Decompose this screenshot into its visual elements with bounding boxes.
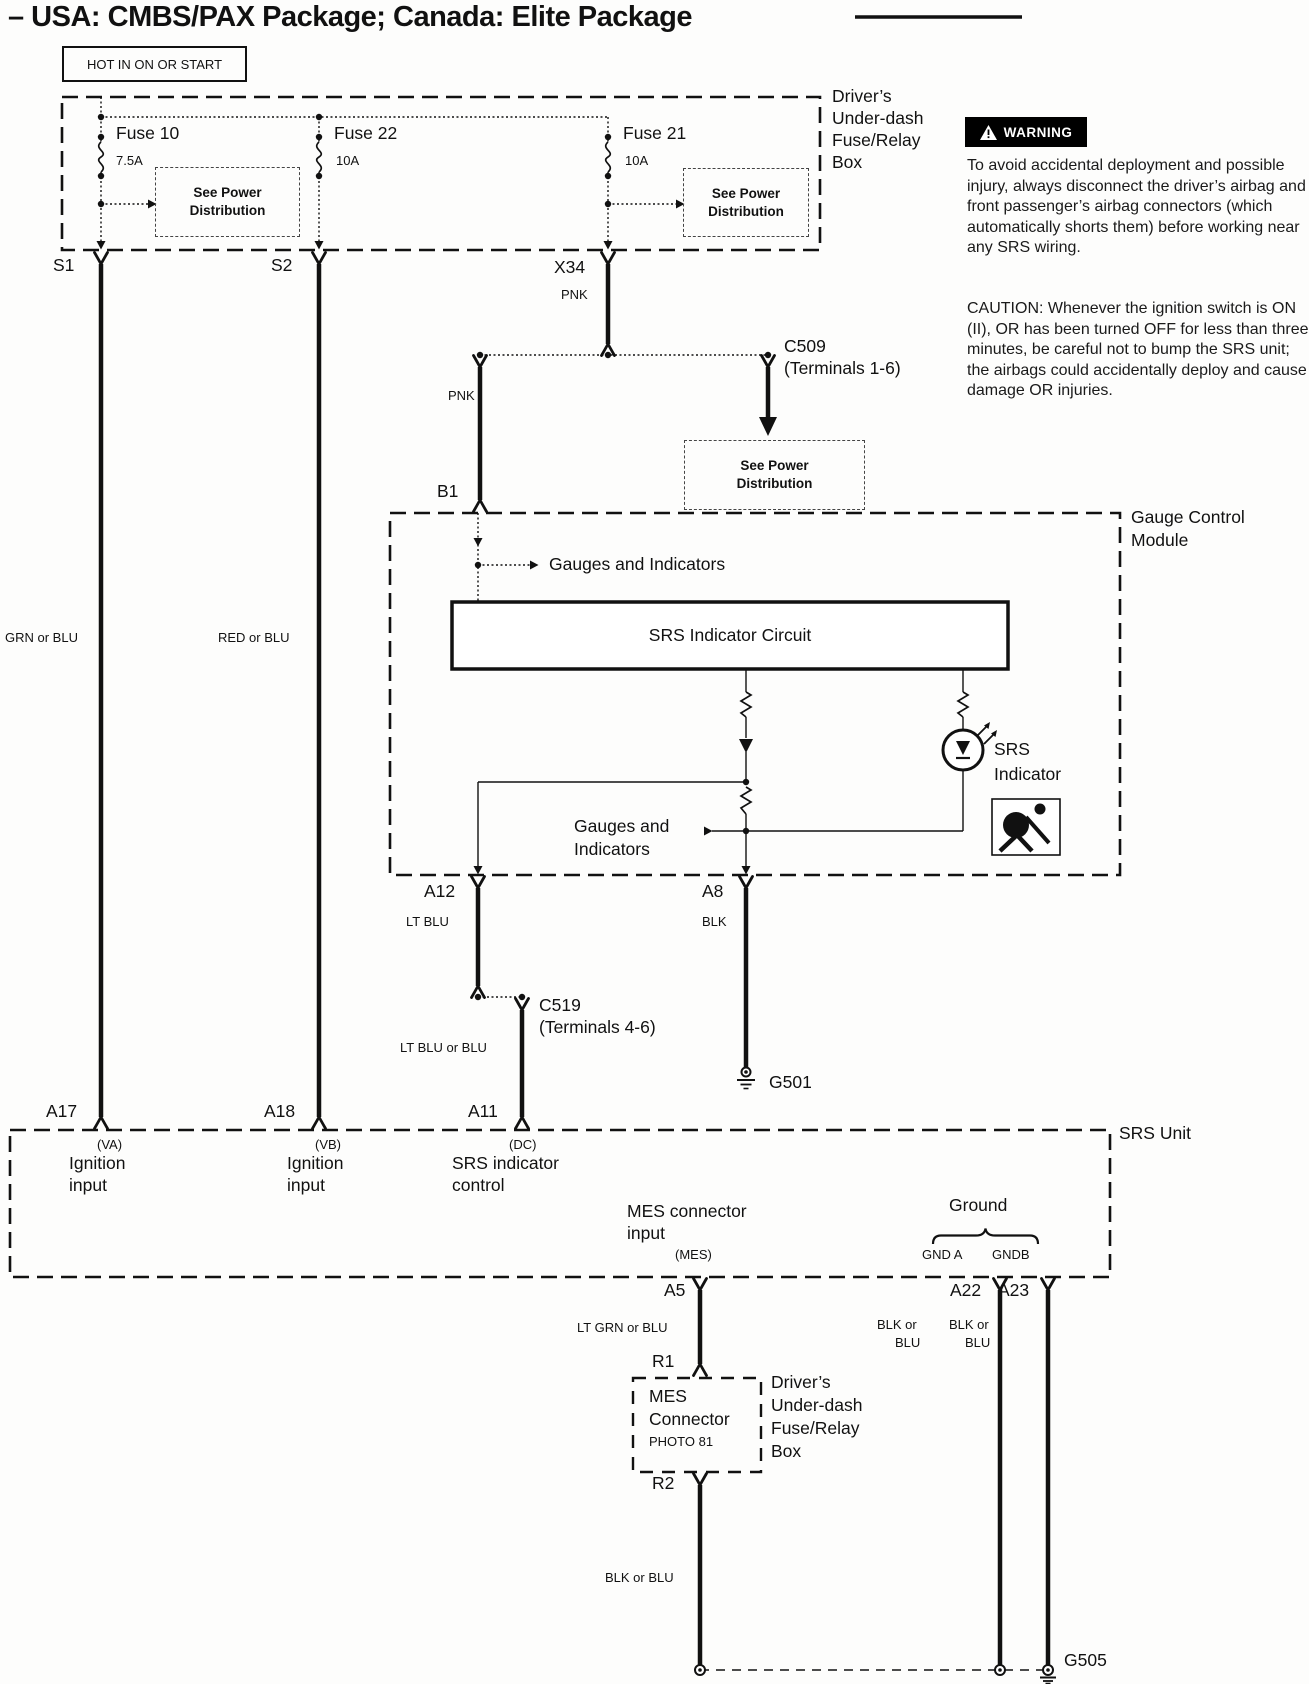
wire-color-a22-line2: BLU <box>895 1335 921 1350</box>
ground-g501: G501 <box>769 1072 812 1092</box>
pin-dc-desc-line2: control <box>452 1175 505 1195</box>
terminal-a12: A12 <box>424 881 456 901</box>
diode-symbol <box>739 739 753 753</box>
wire-color-pnk-x34: PNK <box>561 287 588 302</box>
terminal-b1: B1 <box>437 481 459 501</box>
a5-connector <box>694 1279 707 1291</box>
mes-box-name-line2: Under-dash <box>771 1395 863 1415</box>
terminal-r1: R1 <box>652 1351 675 1371</box>
a12-connector <box>472 877 485 889</box>
mes-box-name-line3: Fuse/Relay <box>771 1418 860 1438</box>
mes-connector-line3: PHOTO 81 <box>649 1434 714 1449</box>
component-boxes <box>10 97 1120 1472</box>
terminal-a5: A5 <box>664 1280 686 1300</box>
mes-input-label-line1: MES connector <box>627 1201 747 1221</box>
thin-wires-solid <box>478 669 963 866</box>
pin-code-mes: (MES) <box>675 1247 712 1262</box>
wire-color-pnk-b1: PNK <box>448 388 475 403</box>
srs-indicator-label-line1: SRS <box>994 739 1030 759</box>
terminal-a23: A23 <box>998 1280 1030 1300</box>
thick-wires <box>101 264 1048 1667</box>
a18-connector <box>313 1117 326 1129</box>
wire-color-lt-grn-or-blu: LT GRN or BLU <box>577 1320 668 1335</box>
pin-va-desc-line2: input <box>69 1175 107 1195</box>
terminal-a22: A22 <box>950 1280 982 1300</box>
srs-indicator-label-line2: Indicator <box>994 764 1062 784</box>
pin-vb-desc-line1: Ignition <box>287 1153 344 1173</box>
mes-box-name-line4: Box <box>771 1441 802 1461</box>
r2-connector <box>694 1474 707 1486</box>
led-indicator-icon <box>943 722 997 770</box>
b1-connector <box>474 500 487 512</box>
see-power-distribution-box-3: See Power Distribution <box>684 440 865 510</box>
srs-unit-label: SRS Unit <box>1119 1123 1191 1143</box>
mes-connector-line2: Connector <box>649 1409 730 1429</box>
a17-connector <box>95 1117 108 1129</box>
pin-gnd-b: GNDB <box>992 1247 1030 1262</box>
connector-c509: C509 <box>784 336 826 356</box>
terminal-a11: A11 <box>468 1101 498 1121</box>
fuse-22-label: Fuse 22 <box>334 123 398 143</box>
fuse-22-symbol <box>317 142 322 172</box>
r1-connector <box>694 1364 707 1376</box>
a8-connector <box>740 877 753 889</box>
c519-connector <box>516 999 529 1011</box>
wire-color-blk-or-blu: BLK or BLU <box>605 1570 674 1585</box>
connector-symbols <box>95 253 1055 1486</box>
fuse-21-rating: 10A <box>625 153 649 168</box>
wire-color-a23-line1: BLK or <box>949 1317 989 1332</box>
power-source-box <box>62 46 247 82</box>
wire-color-a23-line2: BLU <box>965 1335 991 1350</box>
arrowheads <box>97 200 778 875</box>
gauges-indicators-top: Gauges and Indicators <box>549 554 726 574</box>
x34-connector <box>602 253 615 265</box>
page-title: – USA: CMBS/PAX Package; Canada: Elite Package <box>8 1 692 33</box>
gauge-module-label-line2: Module <box>1131 530 1189 550</box>
gauge-module-label-line1: Gauge Control <box>1131 507 1245 527</box>
a11-connector <box>516 1117 529 1129</box>
resistor-symbols <box>741 692 968 814</box>
terminal-s1: S1 <box>53 255 75 275</box>
ground-g505: G505 <box>1064 1650 1107 1670</box>
mes-input-label-line2: input <box>627 1223 665 1243</box>
fuse-10-label: Fuse 10 <box>116 123 180 143</box>
fuse-21-symbol <box>606 142 611 172</box>
fuse-box-name-line1: Driver’s <box>832 86 892 106</box>
wire-color-blk: BLK <box>702 914 727 929</box>
see-power-distribution-box-2: See Power Distribution <box>683 168 809 237</box>
caution-paragraph: CAUTION: Whenever the ignition switch is ON (II), OR has been turned OFF for less than three minutes, be careful not to bump the SRS unit; the airbags could accidentally deploy and cause damage OR injuries. <box>967 300 1309 400</box>
warning-triangle-icon <box>980 125 997 140</box>
a23-connector <box>1042 1279 1055 1291</box>
terminal-a18: A18 <box>264 1101 296 1121</box>
fuse-box-name-line4: Box <box>832 152 863 172</box>
wire-color-lt-blu-or-blu: LT BLU or BLU <box>400 1040 487 1055</box>
see-power-distribution-box-1: See Power Distribution <box>155 167 300 237</box>
power-source-label: HOT IN ON OR START <box>86 56 223 72</box>
wire-color-grn-or-blu: GRN or BLU <box>5 630 78 645</box>
gauges-indicators-bottom-line1: Gauges and <box>574 816 670 836</box>
g501-ground-icon <box>737 1068 755 1089</box>
pin-code-vb: (VB) <box>315 1137 341 1152</box>
fuse-10-rating: 7.5A <box>116 153 143 168</box>
fuse-box-name-line3: Fuse/Relay <box>832 130 921 150</box>
wire-color-red-or-blu: RED or BLU <box>218 630 290 645</box>
terminal-r2: R2 <box>652 1473 675 1493</box>
terminal-s2: S2 <box>271 255 293 275</box>
airbag-icon <box>992 799 1060 855</box>
pin-code-dc: (DC) <box>509 1137 537 1152</box>
connector-c509-detail: (Terminals 1-6) <box>784 358 901 378</box>
srs-indicator-circuit-label: SRS Indicator Circuit <box>648 624 812 645</box>
pin-code-va: (VA) <box>97 1137 123 1152</box>
connector-c519: C519 <box>539 995 581 1015</box>
pin-dc-desc-line1: SRS indicator <box>452 1153 559 1173</box>
s2-connector <box>313 253 326 265</box>
g505-ground-bus <box>695 1665 1056 1684</box>
pin-va-desc-line1: Ignition <box>69 1153 126 1173</box>
terminal-a17: A17 <box>46 1101 78 1121</box>
ground-section-label: Ground <box>949 1195 1008 1215</box>
fuse-box-name-line2: Under-dash <box>832 108 924 128</box>
gauges-indicators-bottom-line2: Indicators <box>574 839 650 859</box>
connector-c519-detail: (Terminals 4-6) <box>539 1017 656 1037</box>
mes-box-name-line1: Driver’s <box>771 1372 831 1392</box>
pin-vb-desc-line2: input <box>287 1175 325 1195</box>
pin-gnd-a: GND A <box>922 1247 963 1262</box>
warning-paragraph: To avoid accidental deployment and possible injury, always disconnect the driver’s airbag and front passenger’s airbag connectors (which automatically shorts them) before working near any SRS wiring. <box>967 157 1306 257</box>
terminal-x34: X34 <box>554 257 586 277</box>
wire-color-a22-line1: BLK or <box>877 1317 917 1332</box>
warning-badge-text: WARNING <box>1003 124 1073 140</box>
fuse-21-label: Fuse 21 <box>623 123 687 143</box>
terminal-a8: A8 <box>702 881 724 901</box>
warning-badge <box>965 117 1087 147</box>
fuse-10-symbol <box>99 142 104 172</box>
ground-brace <box>933 1229 1038 1245</box>
c509-arrow <box>759 417 777 436</box>
mes-connector-line1: MES <box>649 1386 687 1406</box>
fuse-22-rating: 10A <box>336 153 360 168</box>
wire-color-lt-blu: LT BLU <box>406 914 449 929</box>
s1-connector <box>95 253 108 265</box>
